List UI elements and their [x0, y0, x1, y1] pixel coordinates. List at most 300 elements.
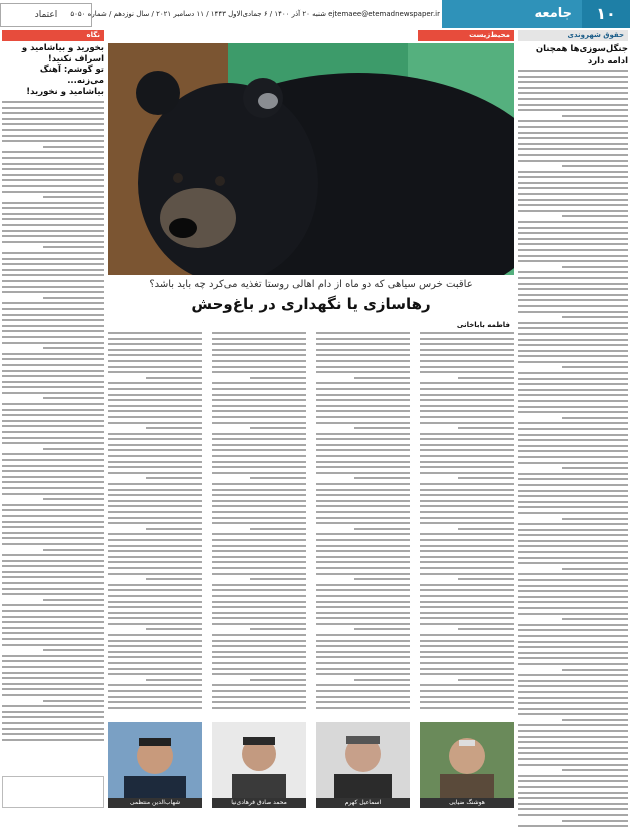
- text-line: [316, 349, 410, 351]
- text-line: [2, 191, 104, 193]
- text-line: [420, 556, 514, 558]
- text-line: [108, 533, 202, 535]
- right-column-text: [518, 70, 628, 827]
- text-line: [108, 612, 202, 614]
- text-line: [518, 808, 628, 810]
- text-line: [420, 489, 514, 491]
- text-line: [2, 218, 104, 220]
- text-line: [212, 617, 306, 619]
- text-line: [2, 179, 104, 181]
- text-line: [518, 764, 628, 766]
- text-line: [518, 92, 628, 94]
- text-line: [212, 422, 306, 424]
- text-line: [518, 70, 628, 72]
- text-line: [420, 466, 514, 468]
- left-column-text: [2, 101, 104, 741]
- text-line: [420, 416, 514, 418]
- text-line: [518, 350, 628, 352]
- text-line: [518, 372, 628, 374]
- text-line: [2, 683, 104, 685]
- text-line: [2, 487, 104, 489]
- text-line: [2, 185, 104, 187]
- text-line: [420, 656, 514, 658]
- text-line: [420, 651, 514, 653]
- text-line: [518, 557, 628, 559]
- text-line: [43, 397, 104, 399]
- text-line: [212, 612, 306, 614]
- text-line: [316, 668, 410, 670]
- text-line: [518, 344, 628, 346]
- text-line: [518, 495, 628, 497]
- text-line: [2, 107, 104, 109]
- text-line: [316, 645, 410, 647]
- text-line: [212, 673, 306, 675]
- text-line: [518, 484, 628, 486]
- text-line: [518, 646, 628, 648]
- left-title-line-2: تو گوشم: آهنگ می‌زنه...: [39, 65, 104, 86]
- text-line: [2, 453, 104, 455]
- text-line: [420, 494, 514, 496]
- text-line: [108, 494, 202, 496]
- text-line: [43, 196, 104, 198]
- text-line: [420, 444, 514, 446]
- text-line: [2, 588, 104, 590]
- text-line: [2, 370, 104, 372]
- text-line: [2, 526, 104, 528]
- text-line: [108, 545, 202, 547]
- text-line: [212, 399, 306, 401]
- text-line: [518, 355, 628, 357]
- text-line: [108, 433, 202, 435]
- text-line: [518, 512, 628, 514]
- text-line: [212, 533, 306, 535]
- text-line: [518, 400, 628, 402]
- text-line: [108, 366, 202, 368]
- text-line: [420, 601, 514, 603]
- text-line: [2, 224, 104, 226]
- text-line: [108, 354, 202, 356]
- text-line: [518, 797, 628, 799]
- text-line: [518, 361, 628, 363]
- text-line: [2, 716, 104, 718]
- text-line: [420, 338, 514, 340]
- text-line: [2, 129, 104, 131]
- text-line: [2, 375, 104, 377]
- text-line: [518, 825, 628, 827]
- text-line: [518, 327, 628, 329]
- text-line: [212, 522, 306, 524]
- text-line: [2, 213, 104, 215]
- left-title-line-1: بخورید و بیاشامید و اسراف نکنید!: [21, 43, 104, 64]
- text-line: [2, 666, 104, 668]
- text-line: [212, 416, 306, 418]
- text-line: [2, 660, 104, 662]
- text-line: [316, 466, 410, 468]
- text-line: [2, 560, 104, 562]
- article-column-2: [316, 332, 410, 712]
- text-line: [212, 550, 306, 552]
- text-line: [212, 589, 306, 591]
- text-line: [518, 691, 628, 693]
- text-line: [420, 511, 514, 513]
- text-line: [212, 382, 306, 384]
- text-line: [518, 456, 628, 458]
- text-line: [146, 628, 202, 630]
- text-line: [518, 238, 628, 240]
- text-line: [2, 140, 104, 142]
- text-line: [212, 472, 306, 474]
- text-line: [212, 517, 306, 519]
- text-line: [2, 207, 104, 209]
- text-line: [518, 87, 628, 89]
- text-line: [316, 366, 410, 368]
- text-line: [108, 438, 202, 440]
- text-line: [2, 554, 104, 556]
- text-line: [43, 448, 104, 450]
- text-line: [108, 360, 202, 362]
- text-line: [43, 599, 104, 601]
- text-line: [518, 187, 628, 189]
- text-line: [420, 617, 514, 619]
- text-line: [212, 438, 306, 440]
- text-line: [212, 684, 306, 686]
- text-line: [518, 741, 628, 743]
- text-line: [518, 736, 628, 738]
- text-line: [518, 171, 628, 173]
- text-line: [316, 595, 410, 597]
- text-line: [316, 410, 410, 412]
- text-line: [518, 590, 628, 592]
- text-line: [518, 629, 628, 631]
- text-line: [562, 316, 628, 318]
- text-line: [316, 573, 410, 575]
- text-line: [2, 252, 104, 254]
- text-line: [562, 115, 628, 117]
- portrait-2: [316, 722, 410, 808]
- text-line: [212, 466, 306, 468]
- text-line: [108, 444, 202, 446]
- text-line: [518, 445, 628, 447]
- text-line: [420, 360, 514, 362]
- portrait-1: [420, 722, 514, 808]
- text-line: [2, 711, 104, 713]
- text-line: [108, 500, 202, 502]
- text-line: [316, 500, 410, 502]
- text-line: [518, 255, 628, 257]
- text-line: [420, 707, 514, 709]
- text-line: [518, 652, 628, 654]
- text-line: [562, 618, 628, 620]
- text-line: [2, 465, 104, 467]
- article-body: [108, 332, 514, 720]
- text-line: [420, 539, 514, 541]
- text-line: [420, 623, 514, 625]
- text-line: [458, 628, 514, 630]
- text-line: [316, 673, 410, 675]
- text-line: [316, 561, 410, 563]
- text-line: [420, 612, 514, 614]
- text-line: [420, 690, 514, 692]
- article-column-4: [108, 332, 202, 712]
- text-line: [108, 673, 202, 675]
- text-line: [420, 388, 514, 390]
- text-line: [518, 551, 628, 553]
- left-title-line-3: بیاشامید و نخورید!: [26, 87, 104, 97]
- text-line: [518, 428, 628, 430]
- text-line: [562, 165, 628, 167]
- text-line: [316, 701, 410, 703]
- text-line: [212, 690, 306, 692]
- text-line: [518, 126, 628, 128]
- text-line: [518, 657, 628, 659]
- text-line: [562, 518, 628, 520]
- text-line: [2, 593, 104, 595]
- text-line: [420, 472, 514, 474]
- text-line: [420, 349, 514, 351]
- text-line: [316, 382, 410, 384]
- text-line: [518, 506, 628, 508]
- text-line: [2, 515, 104, 517]
- text-line: [316, 416, 410, 418]
- text-line: [2, 688, 104, 690]
- text-line: [108, 550, 202, 552]
- text-line: [2, 638, 104, 640]
- text-line: [562, 669, 628, 671]
- text-line: [518, 540, 628, 542]
- text-line: [250, 628, 306, 630]
- text-line: [2, 504, 104, 506]
- text-line: [2, 481, 104, 483]
- text-line: [316, 634, 410, 636]
- text-line: [518, 76, 628, 78]
- text-line: [212, 360, 306, 362]
- portrait-1-caption: هوشنگ ضیایی: [420, 798, 514, 808]
- text-line: [518, 780, 628, 782]
- text-line: [108, 567, 202, 569]
- text-line: [2, 135, 104, 137]
- text-line: [212, 656, 306, 658]
- text-line: [2, 174, 104, 176]
- text-line: [2, 571, 104, 573]
- text-line: [518, 176, 628, 178]
- text-line: [108, 422, 202, 424]
- text-line: [420, 354, 514, 356]
- text-line: [518, 596, 628, 598]
- text-line: [420, 573, 514, 575]
- advertisement-box: [2, 776, 104, 808]
- text-line: [420, 483, 514, 485]
- text-line: [2, 325, 104, 327]
- text-line: [250, 578, 306, 580]
- text-line: [316, 517, 410, 519]
- text-line: [354, 528, 410, 530]
- text-line: [212, 349, 306, 351]
- text-line: [420, 640, 514, 642]
- text-line: [316, 690, 410, 692]
- text-line: [108, 573, 202, 575]
- text-line: [316, 556, 410, 558]
- text-line: [108, 707, 202, 709]
- text-line: [518, 311, 628, 313]
- text-line: [212, 668, 306, 670]
- text-line: [212, 505, 306, 507]
- text-line: [316, 405, 410, 407]
- text-line: [518, 697, 628, 699]
- text-line: [2, 409, 104, 411]
- text-line: [316, 707, 410, 709]
- text-line: [250, 679, 306, 681]
- text-line: [316, 505, 410, 507]
- text-line: [108, 349, 202, 351]
- text-line: [2, 733, 104, 735]
- header-meta: ejtemaee@etemadnewspaper.ir شنبه ۲۰ آذر ۱۴۰۰ / ۶ جمادی‌الاول ۱۴۴۳ / ۱۱ دسامبر ۲۰۲۱ / سال نوزدهم / شماره ۵۰۵۰: [70, 10, 440, 18]
- text-line: [108, 662, 202, 664]
- text-line: [2, 314, 104, 316]
- text-line: [518, 680, 628, 682]
- text-line: [316, 545, 410, 547]
- text-line: [518, 199, 628, 201]
- portrait-4: [108, 722, 202, 808]
- text-line: [562, 467, 628, 469]
- text-line: [518, 573, 628, 575]
- text-line: [316, 394, 410, 396]
- text-line: [518, 545, 628, 547]
- text-line: [43, 146, 104, 148]
- text-line: [420, 449, 514, 451]
- text-line: [2, 632, 104, 634]
- text-line: [518, 132, 628, 134]
- text-line: [518, 434, 628, 436]
- text-line: [518, 663, 628, 665]
- text-line: [2, 101, 104, 103]
- text-line: [316, 494, 410, 496]
- text-line: [108, 640, 202, 642]
- text-line: [250, 377, 306, 379]
- text-line: [316, 483, 410, 485]
- text-line: [2, 521, 104, 523]
- text-line: [420, 394, 514, 396]
- text-line: [108, 410, 202, 412]
- text-line: [108, 461, 202, 463]
- portrait-3-caption: محمد صادق فرهادی‌نیا: [212, 798, 306, 808]
- text-line: [108, 606, 202, 608]
- text-line: [2, 386, 104, 388]
- text-line: [562, 769, 628, 771]
- text-line: [420, 422, 514, 424]
- text-line: [518, 389, 628, 391]
- text-line: [108, 668, 202, 670]
- text-line: [212, 433, 306, 435]
- text-line: [212, 645, 306, 647]
- text-line: [518, 534, 628, 536]
- text-line: [518, 221, 628, 223]
- text-line: [212, 606, 306, 608]
- text-line: [212, 371, 306, 373]
- text-line: [420, 461, 514, 463]
- text-line: [420, 371, 514, 373]
- text-line: [212, 701, 306, 703]
- text-line: [316, 371, 410, 373]
- text-line: [518, 283, 628, 285]
- text-line: [2, 353, 104, 355]
- text-line: [518, 406, 628, 408]
- text-line: [2, 358, 104, 360]
- text-line: [108, 371, 202, 373]
- text-line: [518, 786, 628, 788]
- text-line: [316, 601, 410, 603]
- text-line: [2, 230, 104, 232]
- text-line: [420, 405, 514, 407]
- text-line: [212, 595, 306, 597]
- text-line: [2, 476, 104, 478]
- text-line: [108, 522, 202, 524]
- text-line: [420, 545, 514, 547]
- right-column-label: حقوق شهروندی: [518, 30, 628, 41]
- text-line: [420, 433, 514, 435]
- text-line: [2, 728, 104, 730]
- text-line: [2, 509, 104, 511]
- text-line: [2, 431, 104, 433]
- text-line: [108, 595, 202, 597]
- text-line: [420, 701, 514, 703]
- text-line: [518, 378, 628, 380]
- text-line: [2, 319, 104, 321]
- text-line: [146, 578, 202, 580]
- bear-photo: [108, 43, 514, 275]
- text-line: [2, 157, 104, 159]
- text-line: [518, 601, 628, 603]
- text-line: [2, 330, 104, 332]
- text-line: [108, 472, 202, 474]
- portrait-strip: [108, 722, 514, 808]
- portrait-2-caption: اسماعیل کهرم: [316, 798, 410, 808]
- text-line: [2, 202, 104, 204]
- text-line: [212, 601, 306, 603]
- text-line: [518, 708, 628, 710]
- text-line: [458, 679, 514, 681]
- text-line: [316, 332, 410, 334]
- text-line: [212, 696, 306, 698]
- text-line: [518, 730, 628, 732]
- text-line: [2, 241, 104, 243]
- text-line: [212, 394, 306, 396]
- text-line: [212, 651, 306, 653]
- text-line: [420, 500, 514, 502]
- text-line: [2, 263, 104, 265]
- text-line: [212, 405, 306, 407]
- text-line: [212, 449, 306, 451]
- text-line: [2, 543, 104, 545]
- text-line: [108, 601, 202, 603]
- text-line: [43, 498, 104, 500]
- text-line: [2, 437, 104, 439]
- text-line: [518, 411, 628, 413]
- text-line: [2, 308, 104, 310]
- text-line: [316, 511, 410, 513]
- text-line: [518, 758, 628, 760]
- text-line: [420, 668, 514, 670]
- text-line: [420, 589, 514, 591]
- text-line: [518, 613, 628, 615]
- text-line: [108, 405, 202, 407]
- text-line: [518, 277, 628, 279]
- text-line: [518, 814, 628, 816]
- article-column-3: [212, 332, 306, 712]
- text-line: [518, 299, 628, 301]
- text-line: [518, 104, 628, 106]
- text-line: [108, 623, 202, 625]
- portrait-4-caption: شهاب‌الدین منتظمی: [108, 798, 202, 808]
